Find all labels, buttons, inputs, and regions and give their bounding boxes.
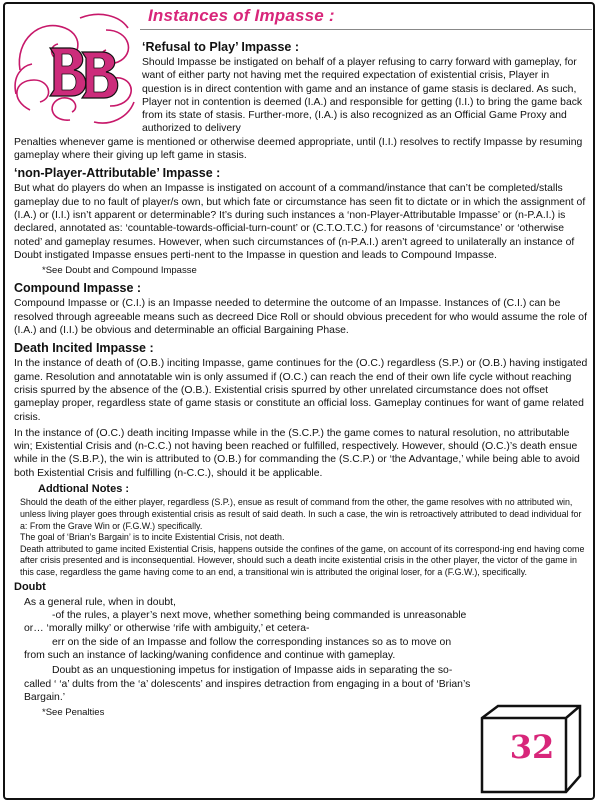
refusal-paragraph-2: Penalties whenever game is mentioned or otherwise deemed appropriate, until (I.I.) resolves to rectify Impasse by resuming gameplay where their giving up left game in stasis. [14, 136, 583, 162]
npa-see-also: *See Doubt and Compound Impasse [42, 265, 197, 277]
title-rule [140, 29, 592, 30]
doubt-block [14, 596, 471, 720]
death-paragraph-1: In the instance of death of (O.B.) inciting Impasse, game continues for the (O.C.) regardless (S.P.) or (O.B.) having instigated game. Resolution and annotatable win is only assumed if (O.C.) can reach the end of their own life cycle without reaching crisis spurred by the absence of the (O.B.). Existential crisis spurred by other unrelated circumstance does not offset gameplay proper, regardless state of game stasis or constitute an official loss. Gameplay continues for want of game related crisis. [14, 358, 588, 423]
section-heading-compound: Compound Impasse : [14, 281, 142, 296]
notes-block [20, 497, 589, 578]
section-heading-doubt: Doubt [14, 581, 46, 594]
section-heading-death: Death Incited Impasse : [14, 341, 154, 356]
page-number: 32 [509, 728, 555, 766]
section-heading-npa: ‘non-Player-Attributable’ Impasse : [14, 166, 221, 181]
doubt-paragraph-3: err on the side of an Impasse and follow the corresponding instances so as to move on from such an instance of lacking/waning confidence and continue with gameplay. [24, 636, 452, 661]
death-paragraph-2: In the instance of (O.C.) death inciting Impasse while in the (S.C.P.) the game comes to natural resolution, no attributable win; Existential Crisis and (n-C.C.) not having been reached or fulfilled, respectively. However, should (O.C.)’s death ensue while in the (S.B.P.), the win is attributed to (O.B.) for commanding the (S.C.P.) or ‘the Advantage,’ while being able to avoid both Existential Crisis and fulfilling (n-C.C.), should it be applicable. [14, 427, 580, 479]
refusal-paragraph-1: Should Impasse be instigated on behalf of a player refusing to carry forward with gameplay, for want of either party not having met the required expectation of existential crisis, Player in question is in direct contention with game and an instance of game stasis is declared. As such, Player not in contention is deemed (I.A.) and responsible for getting (I.I.) to bring the game back from its state of stasis. Further-more, (I.A.) is also recognized as an Official Game Proxy and authorized to delivery [142, 57, 583, 135]
doubt-see-also: *See Penalties [42, 707, 105, 719]
npa-paragraph-1: But what do players do when an Impasse is instigated on account of a command/instance that can’t be completed/stalls gameplay due to no fault of player/s own, but which fate or circumstance has seen fit to dictate or in which the assignment of (I.A.) or (I.I.) isn’t apparent or determinable? It’s during such instances a ‘non-Player-Attributable Impasse’ or (n-P.A.I.) is declared, annotated as: ‘countable-towards-official-turn-count’ or (C.T.O.T.C.) for reasons of ‘circumstance’ or ‘otherwise noted’ and gameplay resumes. However, when such circumstances of (n-P.A.I.) aren’t agreed to unilaterally an instance of Doubt instigated Impasse ensues perti-nent to the Impasse in question and leads to Compound Impasse. [14, 183, 586, 261]
page-number-box [476, 704, 586, 794]
doubt-paragraph-1: As a general rule, when in doubt, [24, 596, 176, 608]
doubt-paragraph-2: -of the rules, a player’s next move, whether something being commanded is unreasonable or… ‘morally milky’ or otherwise ‘rife with ambiguity,’ et cetera- [24, 610, 467, 635]
note-2: The goal of ‘Brian’s Bargain’ is to incite Existential Crisis, not death. [20, 532, 285, 543]
notes-heading: Addtional Notes : [38, 483, 130, 496]
page-title: Instances of Impasse : [148, 6, 335, 25]
doubt-paragraph-4: Doubt as an unquestioning impetus for instigation of Impasse aids in separating the so-called ‘ ‘a’ dults from the ‘a’ dolescents’ and inspires detraction from engaging in a bout of ‘Brian’s Bargain.’ [24, 665, 471, 703]
section-heading-refusal: ‘Refusal to Play’ Impasse : [142, 40, 300, 54]
note-3: Death attributed to game incited Existential Crisis, happens outside the confines of the game, on account of its correspond-ing end having come after crisis presented and is inconsequential. However, should such a death incite existential crisis in the other player, the victor of the game in this case, regardless the game having come to an end, a transitional win is attributed the original loser, for a (F.G.W.), specifically. [20, 543, 585, 577]
page-content [14, 36, 589, 722]
compound-paragraph-1: Compound Impasse or (C.I.) is an Impasse needed to determine the outcome of an Impasse. Instances of (C.I.) can be resolved through agreeable means such as decreed Dice Roll or should obvious precedent for who would assume the role of (I.A.) and (I.I.) be obvious and determinable an official Bargaining Phase. [14, 298, 587, 337]
note-1: Should the death of the either player, regardless (S.P.), ensue as result of command from the other, the game resolves with no attributed win, unless living player goes through existential crisis as result of said death. In such a case, the win is retroactively attributed to dead individual for a: From the Grave Win or (F.G.W.) specifically. [20, 497, 582, 531]
